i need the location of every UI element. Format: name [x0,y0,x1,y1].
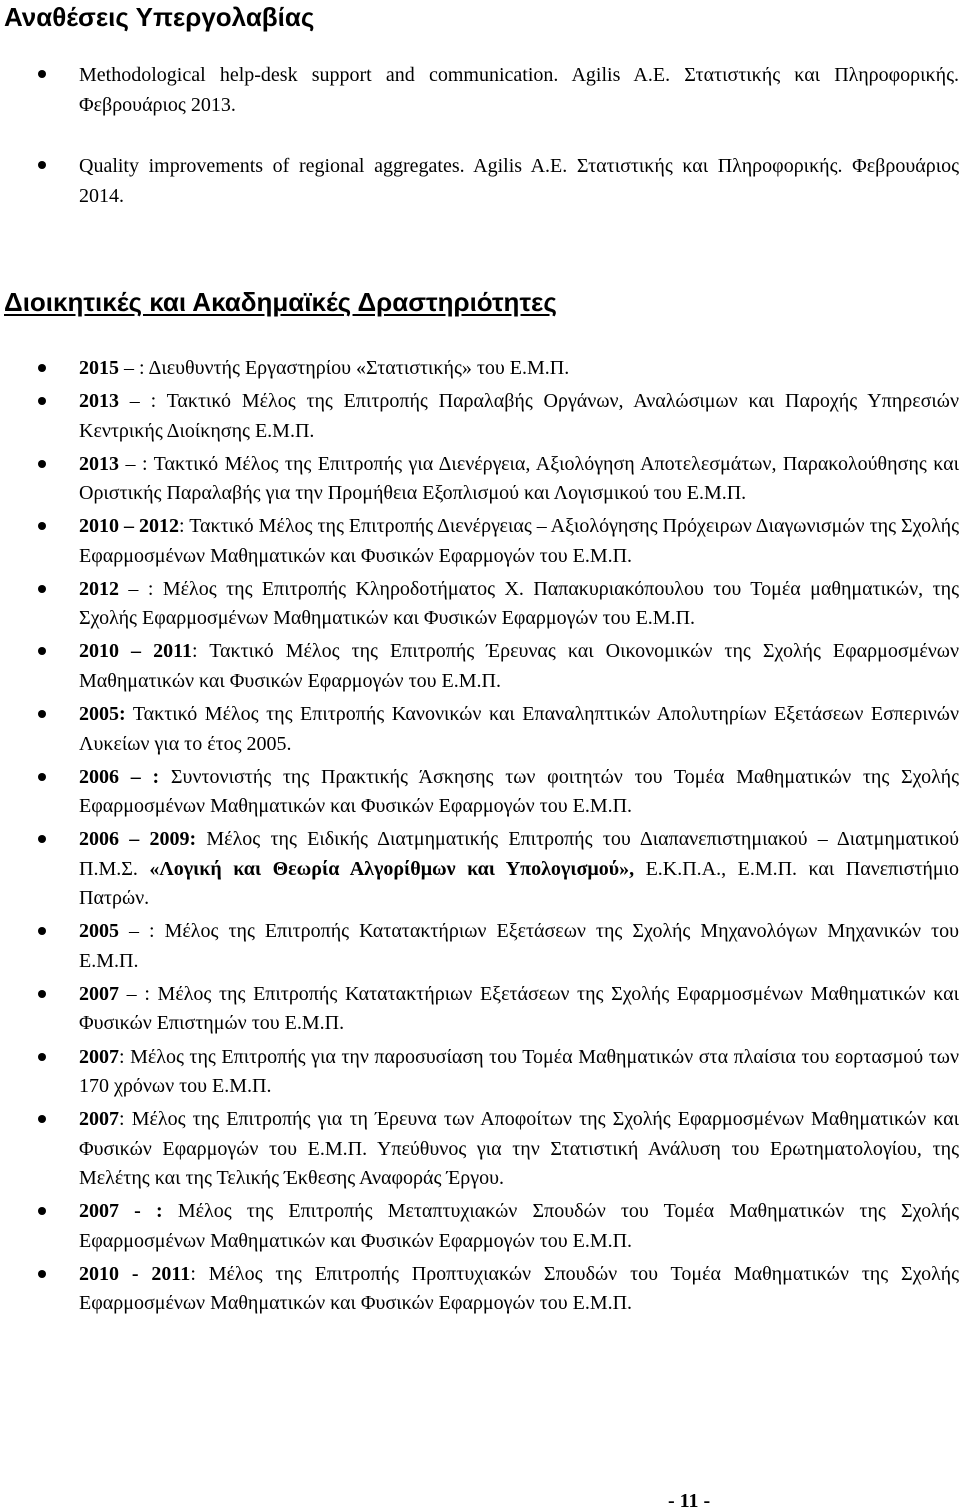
bullet-icon [38,1115,46,1123]
bullet-icon [38,710,46,718]
item-text: Τακτικό Μέλος της Επιτροπής Κανονικών και Επαναληπτικών Απολυτηρίων Εξετάσεων Εσπερινών Λυκείων για το έτος 2005. [79,703,959,755]
item-year: 2007 [79,982,119,1005]
item-text: : Τακτικό Μέλος της Επιτροπής Διενέργειας – Αξιολόγησης Πρόχειρων Διαγωνισμών της Σχολής Εφαρμοσμένων Μαθηματικών και Φυσικών Εφαρμογών του Ε.Μ.Π. [79,515,959,567]
item-year: 2015 [79,357,119,379]
bullet-icon [38,773,46,781]
bullet-icon [38,522,46,530]
item-text: – : Μέλος της Επιτροπής Κατατακτήριων Εξετάσεων της Σχολής Εφαρμοσμένων Μαθηματικών και Φυσικών Επιστημών του Ε.Μ.Π. [79,982,959,1035]
item-text: Μέλος της Ειδικής Διατμηματικής Επιτροπής του Διαπανεπιστημιακού – Διατμηματικού Π.Μ.Σ. [79,828,959,880]
bullet-icon [38,927,46,935]
bullet-icon [38,1207,46,1215]
item-text: : Μέλος της Επιτροπής για την παροσυσίαση του Τομέα Μαθηματικών στα πλαίσια του εορτασμού των 170 χρόνων του Ε.Μ.Π. [79,1045,959,1098]
item-year: 2010 – 2012 [79,515,180,538]
list-item [0,1043,959,1102]
list-item [0,1260,959,1319]
list-item [0,637,959,696]
item-text: – : Τακτικό Μέλος της Επιτροπής Παραλαβής Οργάνων, Αναλώσιμων και Παροχής Υπηρεσιών Κεντρικής Διοίκησης Ε.Μ.Π. [79,390,959,442]
item-year: 2007 [79,1045,119,1068]
bullet-icon [38,585,46,593]
bullet-icon [38,990,46,998]
bullet-icon [38,647,46,655]
list-item [0,825,959,914]
bullet-icon [38,1053,46,1061]
list-item [0,450,959,509]
bullet-icon [38,161,46,169]
item-year: 2013 [79,452,119,475]
item-year: 2012 [79,577,119,600]
item-year: 2010 – 2011 [79,640,192,663]
item-text: – : Τακτικό Μέλος της Επιτροπής για Διενέργεια, Αξιολόγηση Αποτελεσμάτων, Παρακολούθησης και Οριστικής Παραλαβής για την Προμήθεια Εξοπλισμού και Λογισμικού του Ε.Μ.Π. [79,452,959,505]
list-item [0,763,959,822]
list-item [0,1197,959,1256]
item-text: Methodological help-desk support and communication. Agilis A.E. Στατιστικής και Πληροφορικής. Φεβρουάριος 2013. [79,64,959,116]
bullet-icon [38,1270,46,1278]
item-text: – : Μέλος της Επιτροπής Κατατακτήριων Εξετάσεων της Σχολής Μηχανολόγων Μηχανικών του Ε.Μ.Π. [79,920,959,972]
item-text: : Μέλος της Επιτροπής για τη Έρευνα των Αποφοίτων της Σχολής Εφαρμοσμένων Μαθηματικών και Φυσικών Εφαρμογών του Ε.Μ.Π. Υπεύθυνος για την Στατιστική Ανάλυση του Ερωτηματολογίου, της Μελέτης και της Τελικής Έκθεσης Αναφοράς Έργου. [79,1108,959,1190]
item-text: – : Μέλος της Επιτροπής Κληροδοτήματος Χ. Παπακυριακόπουλου του Τομέα μαθηματικών, της Σχολής Εφαρμοσμένων Μαθηματικών και Φυσικών Εφαρμογών του Ε.Μ.Π. [79,577,959,630]
item-text: Μέλος της Επιτροπής Μεταπτυχιακών Σπουδών του Τομέα Μαθηματικών της Σχολής Εφαρμοσμένων Μαθηματικών και Φυσικών Εφαρμογών του Ε.Μ.Π. [79,1200,959,1252]
item-year: 2006 – : [79,765,160,788]
list-item [0,512,959,571]
bullet-icon [38,70,46,78]
item-text: Quality improvements of regional aggregates. Agilis A.E. Στατιστικής και Πληροφορικής. Φεβρουάριος 2014. [79,155,959,207]
item-year: 2007 - : [79,1200,163,1223]
list-item [0,354,959,384]
item-text: Συντονιστής της Πρακτικής Άσκησης των φοιτητών του Τομέα Μαθηματικών της Σχολής Εφαρμοσμένων Μαθηματικών και Φυσικών Εφαρμογών του Ε.Μ.Π. [79,765,959,818]
list-item [0,917,959,976]
list-item [0,151,959,211]
list-item [0,60,959,120]
item-year: 2010 - 2011 [79,1262,191,1285]
page-number: - 11 - [668,1490,711,1512]
section-heading-subcontracts: Αναθέσεις Υπεργολαβίας [4,2,315,32]
bullet-icon [38,397,46,405]
section-heading-admin: Διοικητικές και Ακαδημαϊκές Δραστηριότητες [4,287,557,317]
subcontracts-list [0,60,959,242]
item-text-tail: Ε.Κ.Π.Α., Ε.Μ.Π. και Πανεπιστήμιο Πατρών. [79,857,959,910]
item-text: : Μέλος της Επιτροπής Προπτυχιακών Σπουδών του Τομέα Μαθηματικών της Σχολής Εφαρμοσμένων Μαθηματικών και Φυσικών Εφαρμογών του Ε.Μ.Π. [79,1262,960,1315]
list-item [0,980,959,1039]
item-year: 2005 [79,920,119,943]
bullet-icon [38,835,46,843]
item-text: – : Διευθυντής Εργαστηρίου «Στατιστικής» του Ε.Μ.Π. [119,357,570,379]
item-year: 2013 [79,390,119,413]
item-text: : Τακτικό Μέλος της Επιτροπής Έρευνας και Οικονομικών της Σχολής Εφαρμοσμένων Μαθηματικών και Φυσικών Εφαρμογών του Ε.Μ.Π. [79,640,959,692]
list-item [0,700,959,759]
bullet-icon [38,460,46,468]
list-item [0,387,959,446]
bullet-icon [38,364,46,372]
item-year: 2006 – 2009: [79,828,197,851]
item-year: 2005: [79,703,126,726]
list-item [0,575,959,634]
list-item [0,1105,959,1194]
item-year: 2007 [79,1108,119,1131]
program-title: «Λογική και Θεωρία Αλγορίθμων και Υπολογισμού», [149,857,635,880]
activities-list [0,354,959,1322]
